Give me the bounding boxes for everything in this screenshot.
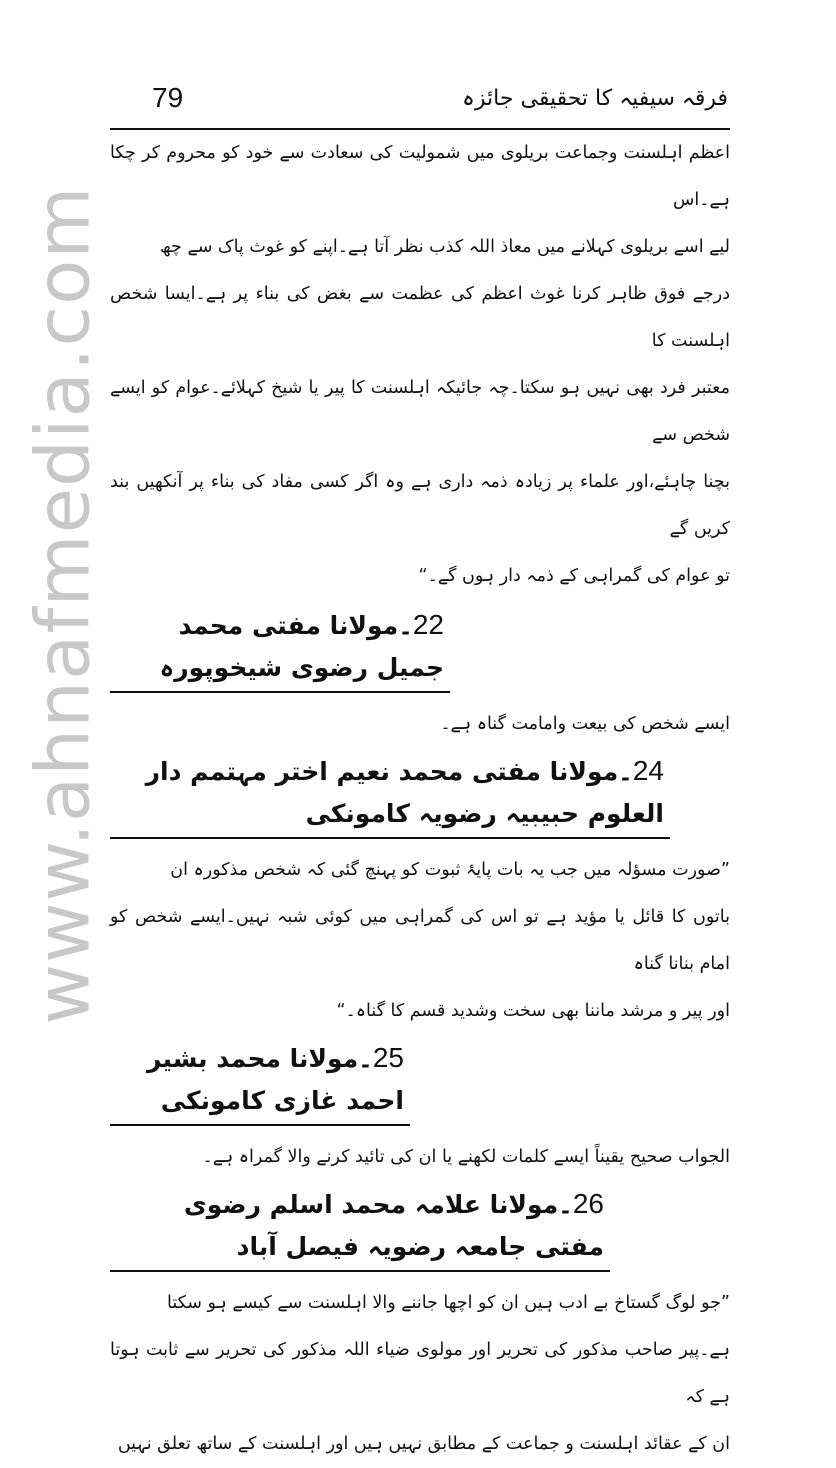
- text-line: اعظم اہلسنت وجماعت بریلوی میں شمولیت کی سعادت سے خود کو محروم کر چکا ہے۔اس: [110, 143, 730, 210]
- heading-number: 25: [372, 1042, 404, 1073]
- book-title: فرقہ سیفیہ کا تحقیقی جائزہ: [462, 86, 728, 111]
- paragraph-24: [110, 847, 730, 1035]
- paragraph-26: [110, 1280, 730, 1468]
- paragraph-22: ایسے شخص کی بیعت وامامت گناہ ہے۔: [440, 714, 730, 734]
- text-line: معتبر فرد بھی نہیں ہو سکتا۔چہ جائیکہ اہلسنت کا پیر یا شیخ کہلائے۔عوام کو ایسے شخص سے: [110, 378, 730, 445]
- heading-text: ۔مولانا محمد بشیر احمد غازی کامونکی: [146, 1044, 404, 1115]
- heading-text: ۔مولانا علامہ محمد اسلم رضوی مفتی جامعہ رضویہ فیصل آباد: [183, 1190, 604, 1261]
- section-heading-24: [110, 750, 670, 839]
- text-line: ہے۔پیر صاحب مذکور کی تحریر اور مولوی ضیاء اللہ مذکور کی تحریر سے ثابت ہوتا ہے کہ: [110, 1340, 730, 1407]
- paragraph-1: [110, 130, 730, 600]
- page-number: 79: [152, 82, 184, 113]
- section-heading-26: [110, 1183, 610, 1272]
- text-line: ”جو لوگ گستاخ بے ادب ہیں ان کو اچھا جاننے والا اہلسنت سے کیسے ہو سکتا: [167, 1293, 730, 1313]
- book-page: [110, 78, 730, 1468]
- text-line: ان کے عقائد اہلسنت و جماعت کے مطابق نہیں ہیں اور اہلسنت کے ساتھ تعلق نہیں: [117, 1434, 730, 1454]
- heading-number: 24: [632, 755, 664, 786]
- paragraph-25: الجواب صحیح یقیناً ایسے کلمات لکھنے یا ان کی تائید کرنے والا گمراہ ہے۔: [202, 1147, 730, 1167]
- text-line: باتوں کا قائل یا مؤید ہے تو اس کی گمراہی میں کوئی شبہ نہیں۔ایسے شخص کو امام بنانا گناہ: [110, 907, 730, 974]
- text-line: ”صورت مسؤلہ میں جب یہ بات پایۂ ثبوت کو پہنچ گئی کہ شخص مذکورہ ان: [170, 860, 730, 880]
- text-line: تو عوام کی گمراہی کے ذمہ دار ہوں گے۔“: [418, 566, 730, 586]
- page-content: [110, 130, 730, 1468]
- heading-text: ۔مولانا مفتی محمد جمیل رضوی شیخوپورہ: [159, 611, 444, 682]
- heading-text: ۔مولانا مفتی محمد نعیم اختر مہتمم دار العلوم حبیبیہ رضویہ کامونکی: [145, 757, 664, 828]
- heading-number: 22: [412, 609, 444, 640]
- section-heading-25: [110, 1037, 410, 1126]
- heading-number: 26: [572, 1188, 604, 1219]
- page-header: [110, 78, 730, 130]
- text-line: درجے فوق ظاہر کرنا غوث اعظم کی عظمت سے بغض کی بناء پر ہے۔ایسا شخص اہلسنت کا: [110, 284, 730, 351]
- text-line: لیے اسے بریلوی کہلانے میں معاذ اللہ کذب نظر آتا ہے۔اپنے کو غوث پاک سے چھ: [160, 237, 730, 257]
- watermark: [8, 185, 118, 1025]
- section-heading-22: [110, 604, 450, 693]
- watermark-text: www.ahnafmedia.com: [20, 185, 106, 1025]
- text-line: بچنا چاہئے،اور علماء پر زیادہ ذمہ داری ہے وہ اگر کسی مفاد کی بناء پر آنکھیں بند کریں گے: [110, 472, 730, 539]
- text-line: اور پیر و مرشد ماننا بھی سخت وشدید قسم کا گناہ۔“: [336, 1001, 730, 1021]
